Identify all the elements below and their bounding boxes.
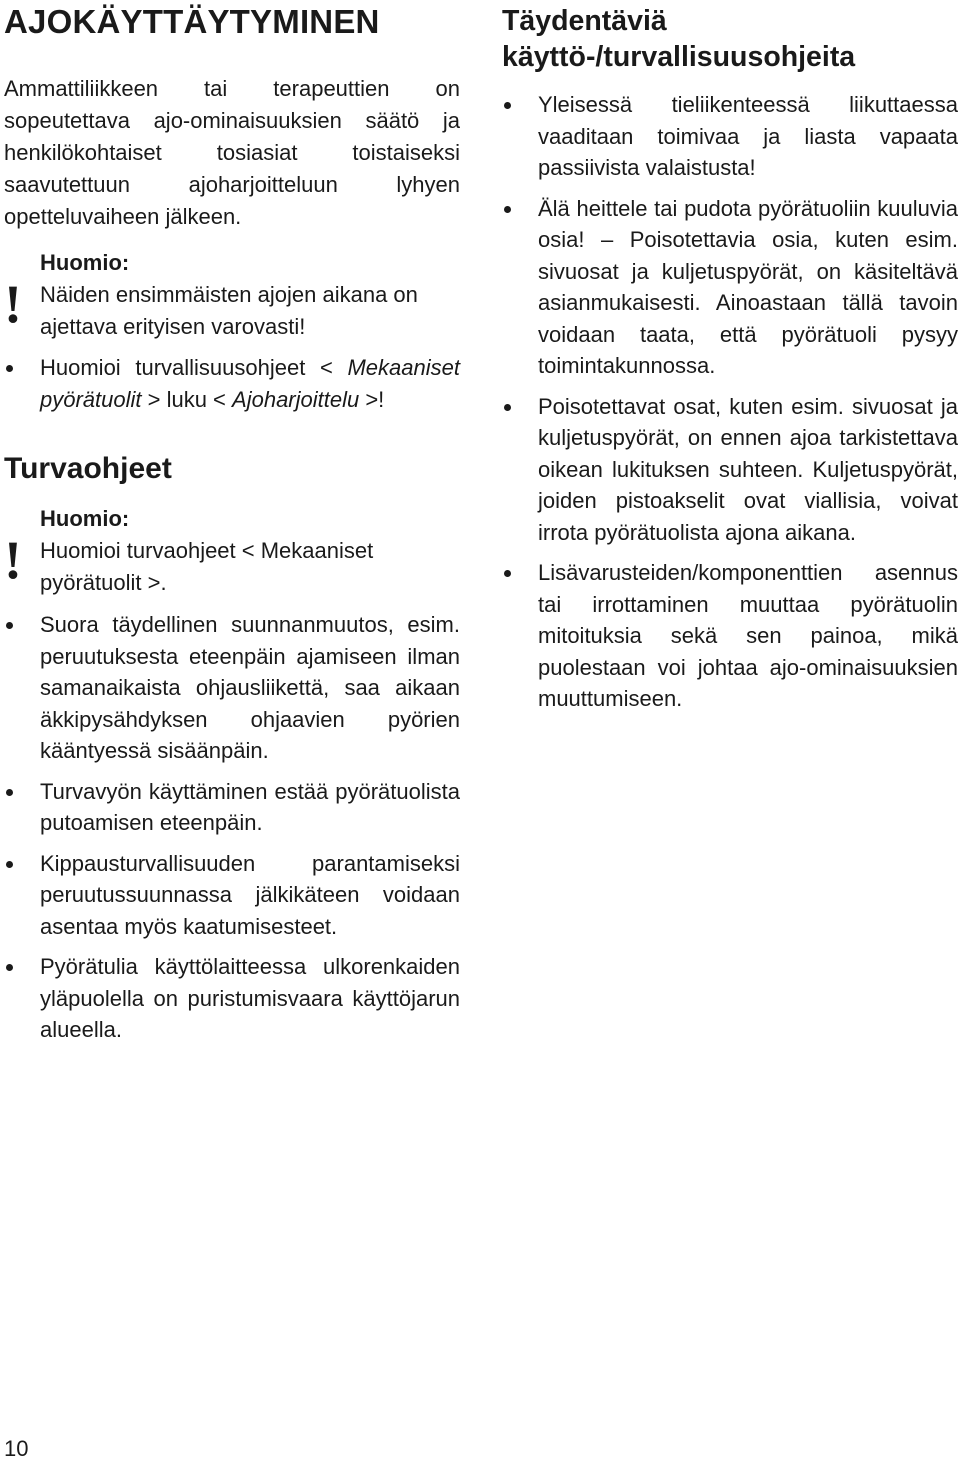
list-item: Turvavyön käyttäminen estää pyörätuolista putoamisen eteenpäin. bbox=[4, 776, 460, 839]
section-title-safety: Turvaohjeet bbox=[4, 452, 172, 485]
page-title: AJOKÄYTTÄYTYMINEN bbox=[4, 3, 380, 40]
exclamation-icon: ! bbox=[4, 530, 22, 590]
warning-note-1 bbox=[4, 247, 460, 343]
list-item: Pyörätulia käyttölaitteessa ulkorenkaiden yläpuolella on puristumisvaara käyttöjarun alueella. bbox=[4, 951, 460, 1046]
note-text: Näiden ensimmäisten ajojen aikana on ajettava erityisen varovasti! bbox=[40, 282, 418, 339]
list-item: Poisotettavat osat, kuten esim. sivuosat ja kuljetuspyörät, on ennen ajoa tarkistettava oikean lukituksen suhteen. Kuljetuspyörät, joiden pistoakselit ovat viallisia, voivat irrota pyörätuolista ajona aikana. bbox=[502, 391, 958, 549]
reference-link-training: Ajoharjoittelu bbox=[232, 386, 360, 412]
reference-link-mechanical: Mekaaniset pyörätuolit bbox=[40, 355, 460, 412]
list-item: Älä heittele tai pudota pyörätuoliin kuuluvia osia! – Poisotettavia osia, kuten esim. sivuosat ja kuljetuspyörät, on käsiteltävä asianmukaisesti. Ainoastaan tällä tavoin voidaan taata, että pyörätuoli pysyy toimintakunnossa. bbox=[502, 193, 958, 382]
reference-list bbox=[4, 352, 460, 415]
list-item-reference bbox=[4, 352, 460, 415]
left-column bbox=[4, 0, 460, 1046]
note-text: Huomioi turvaohjeet < Mekaaniset pyörätuolit >. bbox=[40, 538, 374, 595]
page-number: 10 bbox=[4, 1436, 29, 1461]
right-column bbox=[502, 0, 958, 715]
warning-note-2 bbox=[4, 503, 460, 599]
safety-list bbox=[4, 609, 460, 1046]
reference-suffix: >! bbox=[359, 386, 385, 412]
reference-prefix: Huomioi turvallisuusohjeet < bbox=[40, 355, 348, 380]
note-title: Huomio: bbox=[40, 250, 130, 275]
exclamation-icon: ! bbox=[4, 274, 22, 334]
list-item: Kippausturvallisuuden parantamiseksi peruutussuunnassa jälkikäteen voidaan asentaa myös kaatumisesteet. bbox=[4, 848, 460, 943]
note-title: Huomio: bbox=[40, 506, 130, 531]
intro-paragraph: Ammattiliikkeen tai terapeuttien on sopeutettava ajo-ominaisuuksien säätö ja henkilökohtaiset tosiasiat toistaiseksi saavutettuun ajoharjoitteluun lyhyen opetteluvaiheen jälkeen. bbox=[4, 76, 460, 229]
list-item: Suora täydellinen suunnanmuutos, esim. peruutuksesta eteenpäin ajamiseen ilman samanaikaista ohjausliikettä, saa aikaan äkkipysähdyksen ohjaavien pyörien kääntyessä sisäänpäin. bbox=[4, 609, 460, 767]
reference-middle: > luku < bbox=[141, 386, 233, 412]
list-item: Yleisessä tieliikenteessä liikuttaessa vaaditaan toimivaa ja liasta vapaata passiivista valaistusta! bbox=[502, 89, 958, 184]
section-title-additional: Täydentäviä käyttö-/turvallisuusohjeita bbox=[502, 5, 856, 73]
list-item: Lisävarusteiden/komponenttien asennus tai irrottaminen muuttaa pyörätuolin mitoituksia sekä sen painoa, mikä puolestaan voi johtaa ajo-ominaisuuksien muuttumiseen. bbox=[502, 557, 958, 715]
additional-list bbox=[502, 89, 958, 715]
